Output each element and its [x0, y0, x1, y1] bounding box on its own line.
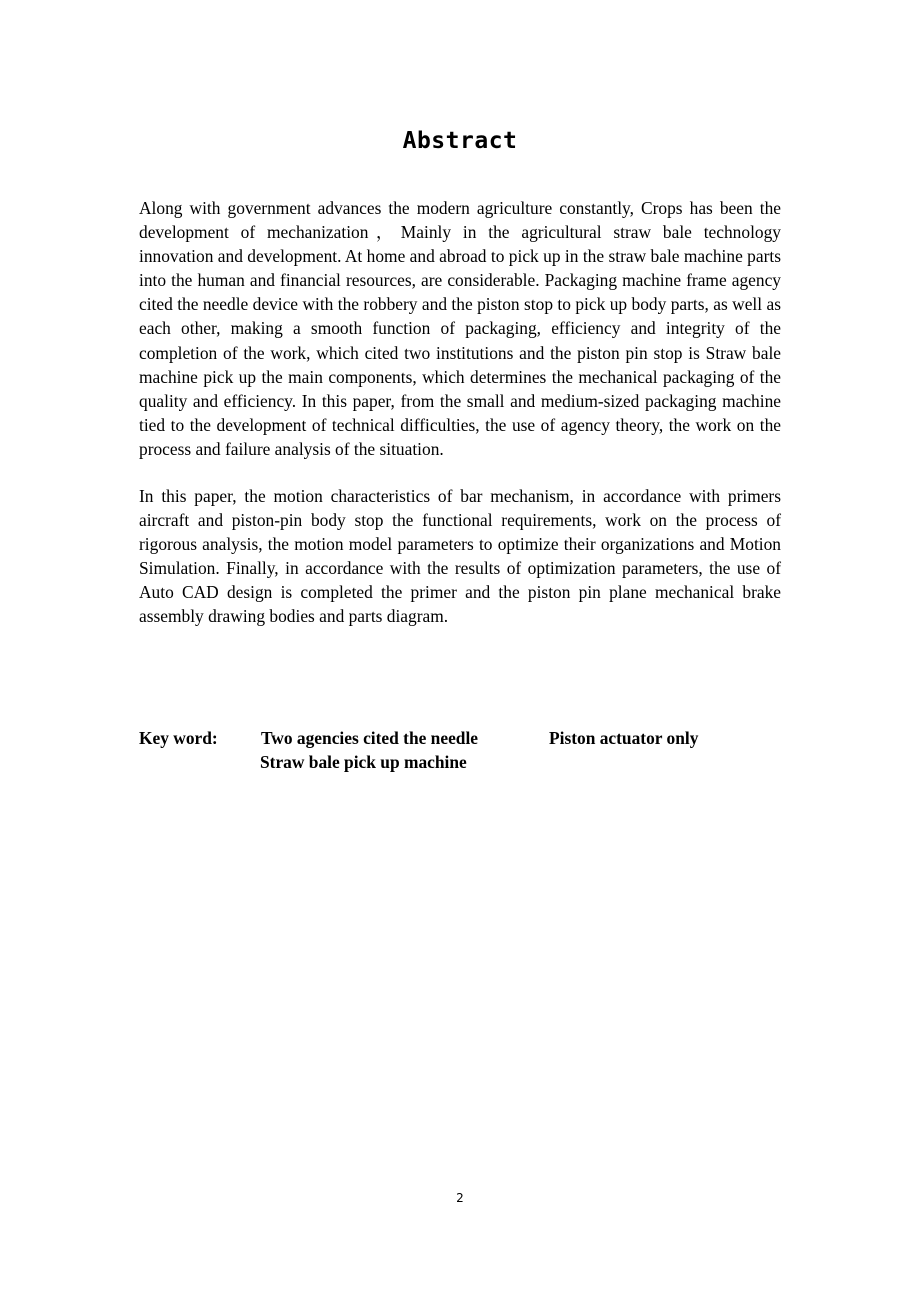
keyword-item: Piston actuator only — [549, 728, 699, 748]
page-number: 2 — [456, 1191, 464, 1205]
abstract-title: Abstract — [402, 128, 518, 154]
keywords-section — [139, 726, 781, 776]
keywords-label: Key word: — [139, 728, 218, 748]
abstract-paragraph-1: Along with government advances the modern agriculture constantly, Crops has been the development of mechanization，Mainly in the agricultural straw bale technology innovation and development. At home and abroad to pick up in the straw bale machine parts into the human and financial resources, are considerable. Packaging machine frame agency cited the needle device with the robbery and the piston stop to pick up body parts, as well as each other, making a smooth function of packaging, efficiency and integrity of the completion of the work, which cited two institutions and the piston pin stop is Straw bale machine pick up the main components, which determines the mechanical packaging of the quality and efficiency. In this paper, from the small and medium-sized packaging machine tied to the development of technical difficulties, the use of agency theory, the work on the process and failure analysis of the situation. — [139, 198, 781, 459]
keyword-item: Two agencies cited the needle — [261, 728, 479, 748]
abstract-paragraph-2: In this paper, the motion characteristics of bar mechanism, in accordance with primers aircraft and piston-pin body stop the functional requirements, work on the process of rigorous analysis, the motion model parameters to optimize their organizations and Motion Simulation. Finally, in accordance with the results of optimization parameters, the use of Auto CAD design is completed the primer and the piston pin plane mechanical brake assembly drawing bodies and parts diagram. — [139, 486, 781, 627]
keyword-item: Straw bale pick up machine — [260, 752, 467, 772]
